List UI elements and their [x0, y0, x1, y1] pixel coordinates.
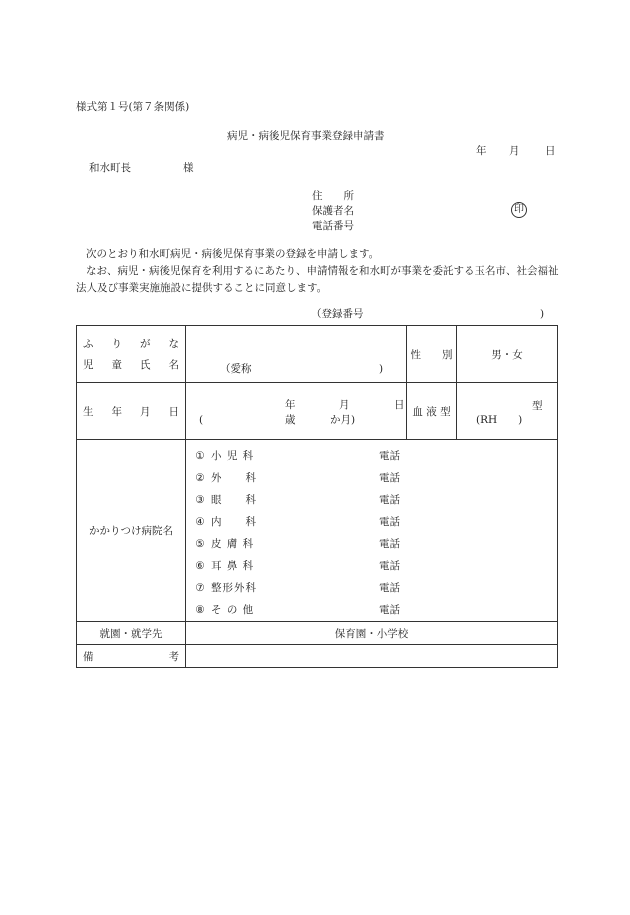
birth-row: [77, 383, 558, 440]
school-row: [77, 622, 558, 645]
hospital-list: [186, 441, 557, 621]
hospital-item-orthopedics[interactable]: ⑦ 整形外科 電話: [195, 581, 400, 594]
child-name-input-cell[interactable]: [186, 326, 407, 383]
birth-year-label: 年: [285, 399, 296, 411]
birthdate-label-cell: [77, 383, 186, 440]
address-label: 住 所: [312, 190, 354, 202]
guardian-name-label: 保護者名: [312, 205, 354, 217]
form-number: 様式第１号(第７条関係): [76, 101, 190, 113]
registration-number-label: （登録番号: [311, 308, 364, 320]
date-year-label[interactable]: 年: [476, 145, 487, 157]
hospital-label: かかりつけ病院名: [77, 440, 186, 622]
hospital-list-cell: [186, 440, 558, 622]
birth-month-label: 月: [339, 399, 350, 411]
hospital-item-other[interactable]: ⑧ そ の 他 電話: [195, 603, 400, 616]
date-day-label[interactable]: 日: [545, 145, 556, 157]
registration-table: [76, 325, 558, 668]
child-name-label: 児 童 氏 名: [83, 359, 179, 371]
remarks-row: [77, 645, 558, 668]
age-months-label: か月): [330, 414, 356, 426]
addressee-honorific: 様: [183, 162, 194, 174]
body-text-line1: 次のとおり和水町病児・病後児保育事業の登録を申請します。: [86, 248, 380, 260]
birthdate-label: 生 年 月 日: [83, 405, 179, 418]
blood-type-input-cell[interactable]: [457, 383, 558, 440]
hospital-item-pediatrics[interactable]: ① 小 児 科 電話: [195, 449, 400, 462]
blood-type-label: 血 液 型: [407, 383, 457, 440]
hospital-item-ophthalmology[interactable]: ③ 眼 科 電話: [195, 493, 400, 506]
form-title: 病児・病後児保育事業登録申請書: [227, 130, 385, 142]
school-value[interactable]: 保育園・小学校: [186, 622, 558, 645]
hospital-row: [77, 440, 558, 622]
rh-factor: (RH ): [476, 414, 523, 426]
remarks-label: 備 考: [83, 650, 179, 663]
hospital-item-internal-medicine[interactable]: ④ 内 科 電話: [195, 515, 400, 528]
birthdate-input-cell[interactable]: [186, 383, 407, 440]
registration-number-close: ): [540, 308, 545, 320]
furigana-label: ふ り が な: [83, 338, 179, 350]
gender-value[interactable]: 男・女: [457, 326, 558, 383]
body-text-line2: なお、病児・病後児保育を利用するにあたり、申請情報を和水町が事業を委託する玉名市、社会福祉法人及び事業実施施設に提供することに同意します。: [76, 265, 559, 294]
age-years-label: 歳: [285, 414, 296, 426]
remarks-label-cell: [77, 645, 186, 668]
hospital-item-dermatology[interactable]: ⑤ 皮 膚 科 電話: [195, 537, 400, 550]
remarks-input-cell[interactable]: [186, 645, 558, 668]
hospital-item-ent[interactable]: ⑥ 耳 鼻 科 電話: [195, 559, 400, 572]
furigana-name-label-cell: [77, 326, 186, 383]
date-month-label[interactable]: 月: [509, 145, 520, 157]
birth-day-label: 日: [394, 399, 405, 411]
phone-number-label: 電話番号: [312, 220, 354, 232]
name-row: [77, 326, 558, 383]
seal-mark: 印: [511, 202, 527, 218]
hospital-item-surgery[interactable]: ② 外 科 電話: [195, 471, 400, 484]
addressee-name: 和水町長: [89, 162, 131, 174]
gender-label: 性 別: [407, 326, 457, 383]
blood-type-suffix: 型: [532, 400, 543, 412]
nickname-close: ): [379, 363, 384, 375]
nickname-label: （愛称: [220, 363, 252, 375]
school-label: 就園・就学先: [77, 622, 186, 645]
age-open: (: [199, 414, 204, 426]
